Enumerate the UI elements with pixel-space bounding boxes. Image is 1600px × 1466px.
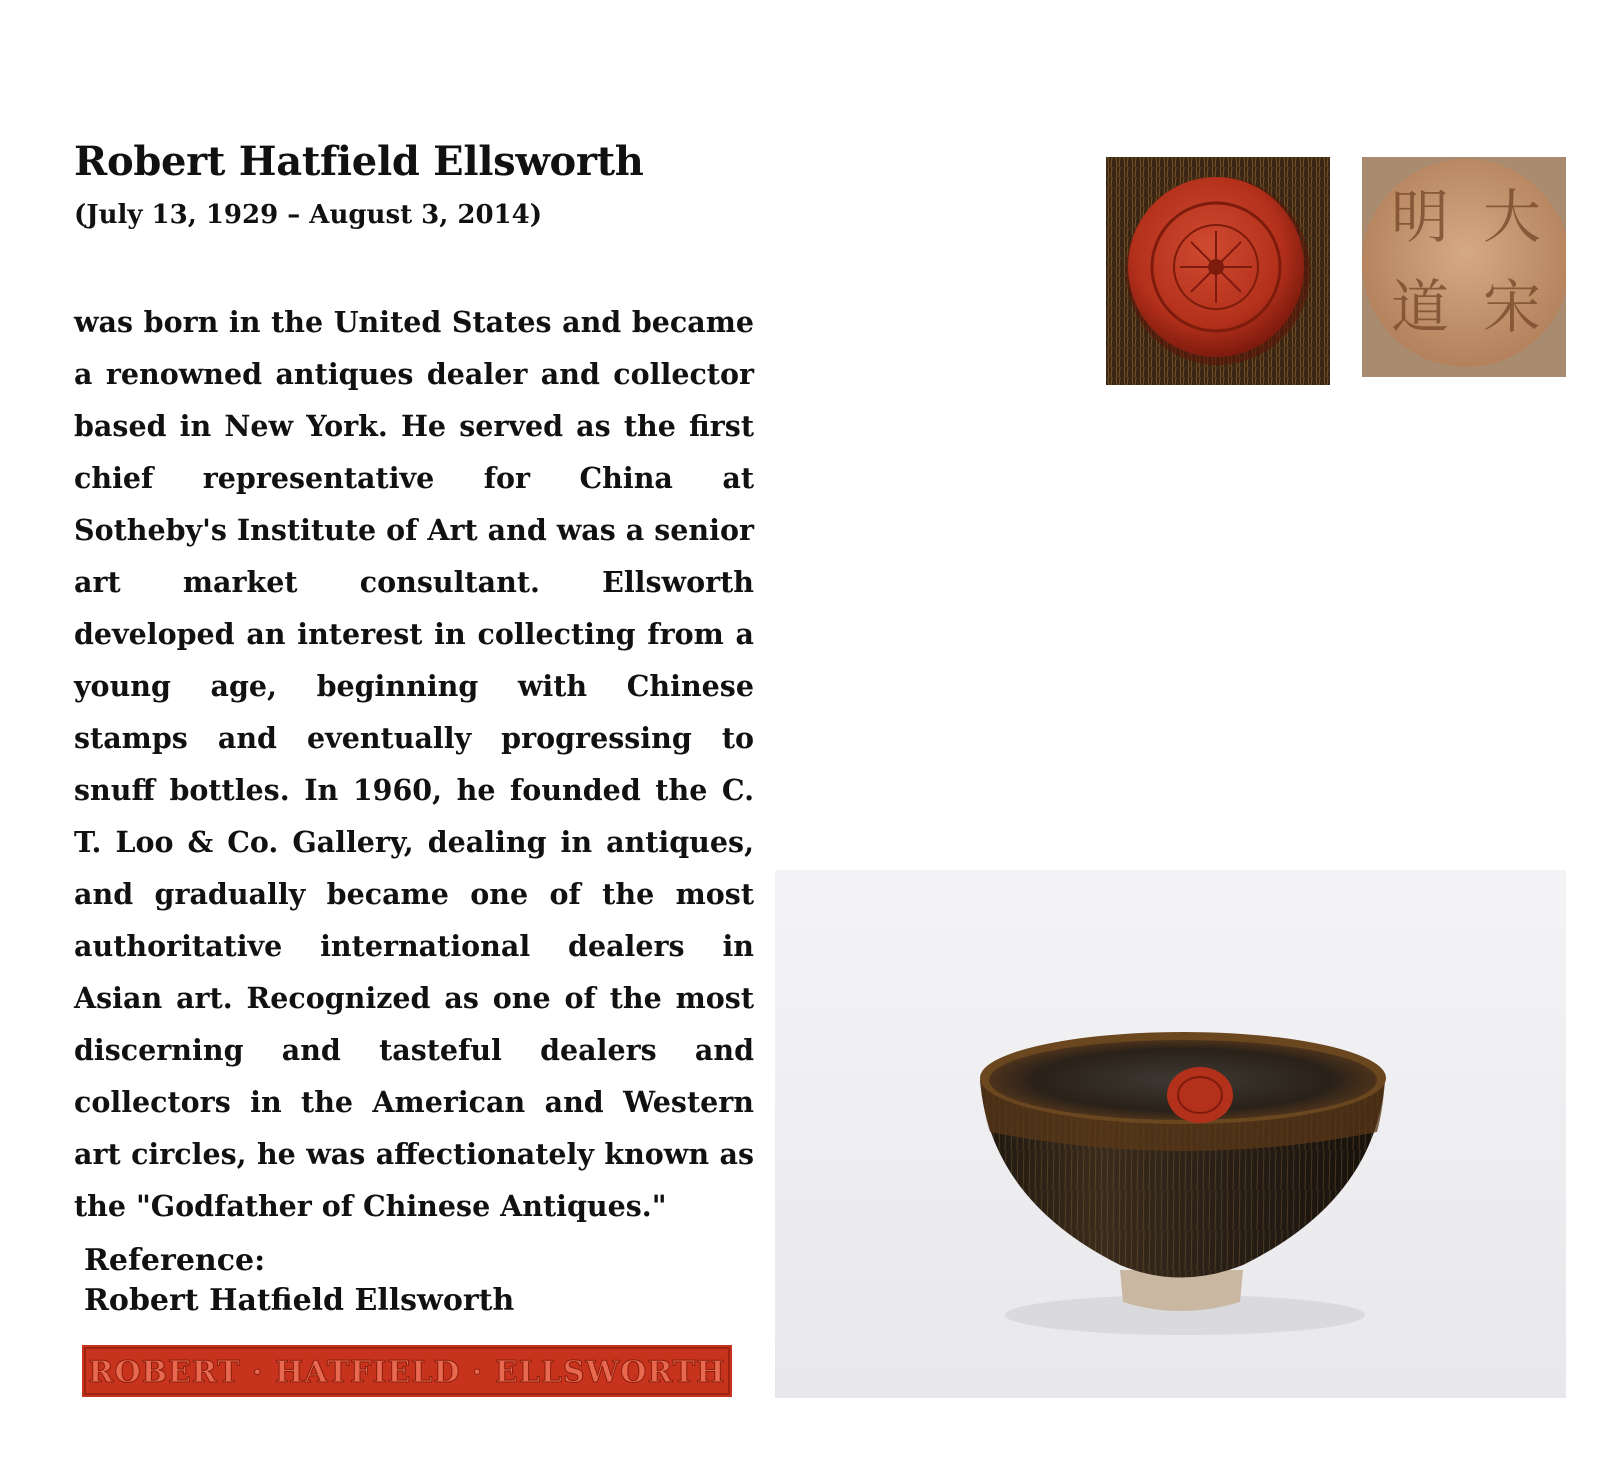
- jian-bowl-photo: [775, 870, 1566, 1398]
- svg-text:宋: 宋: [1482, 273, 1542, 341]
- svg-text:道: 道: [1390, 273, 1450, 341]
- wax-seal-photo: [1106, 157, 1330, 385]
- base-mark-photo: [1362, 157, 1566, 377]
- reference-name: Robert Hatfield Ellsworth: [84, 1283, 515, 1318]
- svg-text:大: 大: [1482, 183, 1542, 251]
- svg-text:ROBERT · HATFIELD · ELLSWORTH: ROBERT · HATFIELD · ELLSWORTH: [88, 1355, 726, 1390]
- page-title: Robert Hatfield Ellsworth: [74, 138, 644, 185]
- svg-text:明: 明: [1390, 183, 1450, 251]
- name-stamp-strip: [82, 1345, 732, 1397]
- reference-label: Reference:: [84, 1243, 266, 1278]
- biography-text: was born in the United States and became a renowned antiques dealer and collector based in New York. He served as the first chief representative for China at Sotheby's Institute of Art and was a senior art market consultant. Ellsworth developed an interest in collecting from a young age, beginning with Chinese stamps and eventually progressing to snuff bottles. In 1960, he founded the C. T. Loo & Co. Gallery, dealing in antiques, and gradually became one of the most authoritative international dealers in Asian art. Recognized as one of the most discerning and tasteful dealers and collectors in the American and Western art circles, he was affectionately known as the "Godfather of Chinese Antiques.": [74, 305, 754, 1223]
- life-dates: (July 13, 1929 – August 3, 2014): [74, 200, 543, 230]
